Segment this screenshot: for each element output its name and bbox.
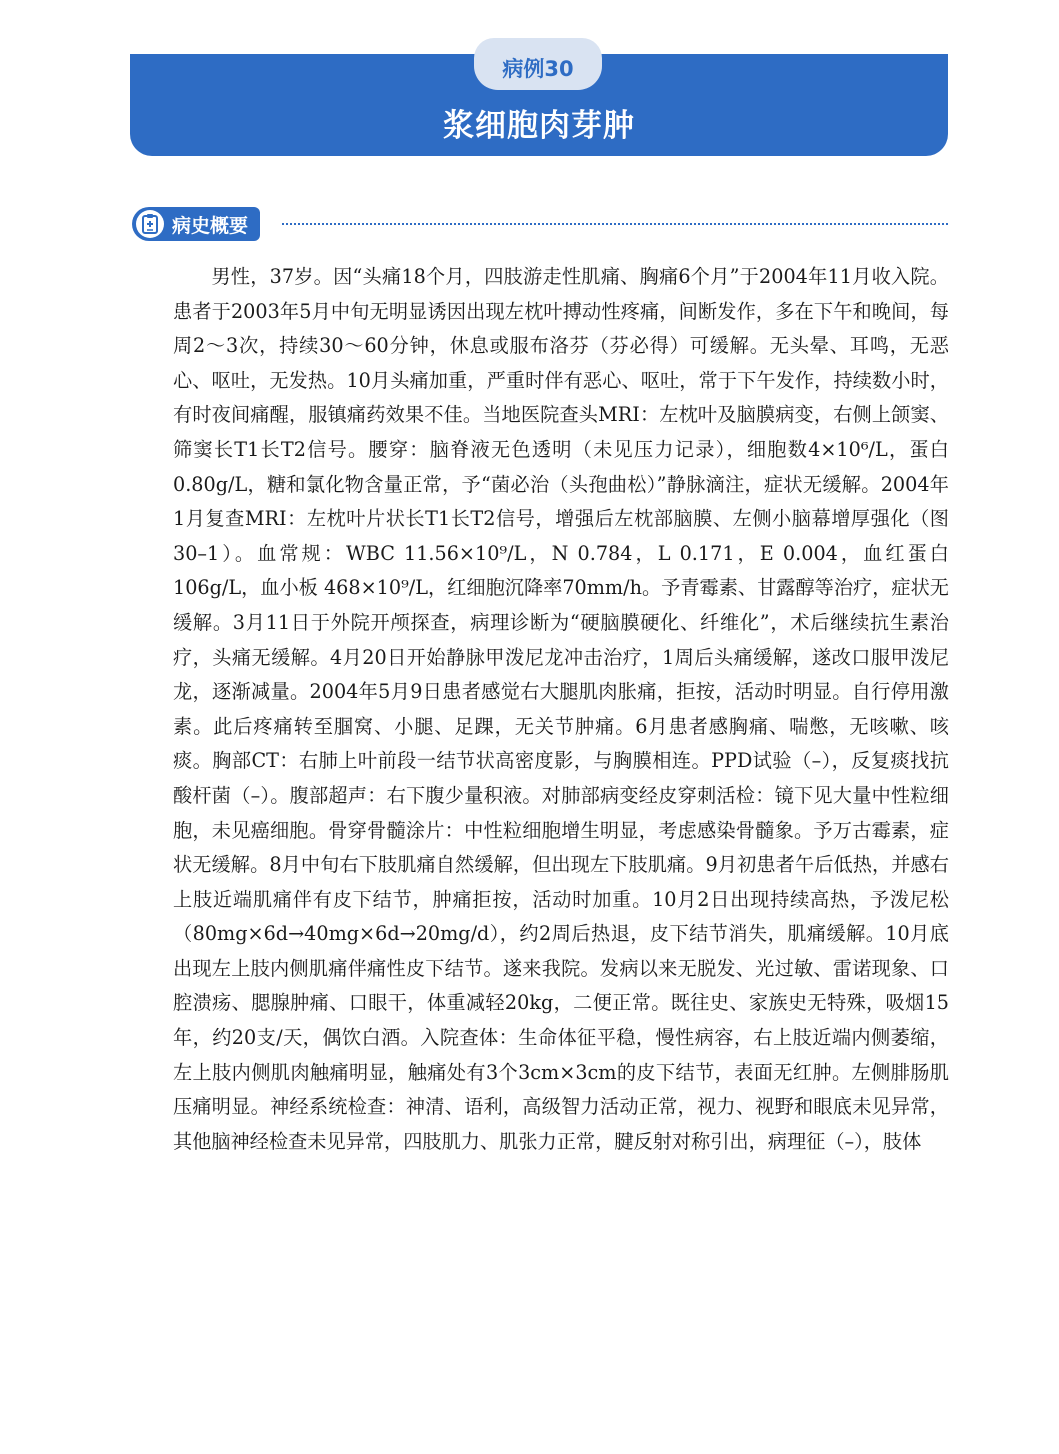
case-number-tab	[474, 38, 602, 90]
case-number: 病例30	[502, 57, 574, 81]
section-header	[132, 206, 260, 242]
case-title: 浆细胞肉芽肿	[443, 108, 635, 144]
section-pill	[132, 207, 260, 241]
section-title: 病史概要	[172, 214, 249, 237]
clipboard-medical-icon	[136, 210, 164, 238]
section-divider	[282, 223, 948, 225]
history-paragraph: 男性，37岁。因“头痛18个月，四肢游走性肌痛、胸痛6个月”于2004年11月收入院。患者于2003年5月中旬无明显诱因出现左枕叶搏动性疼痛，间断发作，多在下午和晚间，每周2～3次，持续30～60分钟，休息或服布洛芬（芬必得）可缓解。无头晕、耳鸣，无恶心、呕吐，无发热。10月头痛加重，严重时伴有恶心、呕吐，常于下午发作，持续数小时，有时夜间痛醒，服镇痛药效果不佳。当地医院查头MRI：左枕叶及脑膜病变，右侧上颌窦、筛窦长T1长T2信号。腰穿：脑脊液无色透明（未见压力记录），细胞数4×10⁶/L，蛋白0.80g/L，糖和氯化物含量正常，予“菌必治（头孢曲松）”静脉滴注，症状无缓解。2004年1月复查MRI：左枕叶片状长T1长T2信号，增强后左枕部脑膜、左侧小脑幕增厚强化（图30–1）。血常规：WBC 11.56×10⁹/L，N 0.784，L 0.171，E 0.004，血红蛋白 106g/L，血小板 468×10⁹/L，红细胞沉降率70mm/h。予青霉素、甘露醇等治疗，症状无缓解。3月11日于外院开颅探查，病理诊断为“硬脑膜硬化、纤维化”，术后继续抗生素治疗，头痛无缓解。4月20日开始静脉甲泼尼龙冲击治疗，1周后头痛缓解，遂改口服甲泼尼龙，逐渐减量。2004年5月9日患者感觉右大腿肌肉胀痛，拒按，活动时明显。自行停用激素。此后疼痛转至腘窝、小腿、足踝，无关节肿痛。6月患者感胸痛、喘憋，无咳嗽、咳痰。胸部CT：右肺上叶前段一结节状高密度影，与胸膜相连。PPD试验（–），反复痰找抗酸杆菌（–）。腹部超声：右下腹少量积液。对肺部病变经皮穿刺活检：镜下见大量中性粒细胞，未见癌细胞。骨穿骨髓涂片：中性粒细胞增生明显，考虑感染骨髓象。予万古霉素，症状无缓解。8月中旬右下肢肌痛自然缓解，但出现左下肢肌痛。9月初患者午后低热，并感右上肢近端肌痛伴有皮下结节，肿痛拒按，活动时加重。10月2日出现持续高热，予泼尼松（80mg×6d→40mg×6d→20mg/d），约2周后热退，皮下结节消失，肌痛缓解。10月底出现左上肢内侧肌痛伴痛性皮下结节。遂来我院。发病以来无脱发、光过敏、雷诺现象、口腔溃疡、腮腺肿痛、口眼干，体重减轻20kg，二便正常。既往史、家族史无特殊，吸烟15年，约20支/天，偶饮白酒。入院查体：生命体征平稳，慢性病容，右上肢近端内侧萎缩，左上肢内侧肌肉触痛明显，触痛处有3个3cm×3cm的皮下结节，表面无红肿。左侧腓肠肌压痛明显。神经系统检查：神清、语利，高级智力活动正常，视力、视野和眼底未见异常，其他脑神经检查未见异常，四肢肌力、肌张力正常，腱反射对称引出，病理征（–），肢体	[173, 265, 949, 1153]
